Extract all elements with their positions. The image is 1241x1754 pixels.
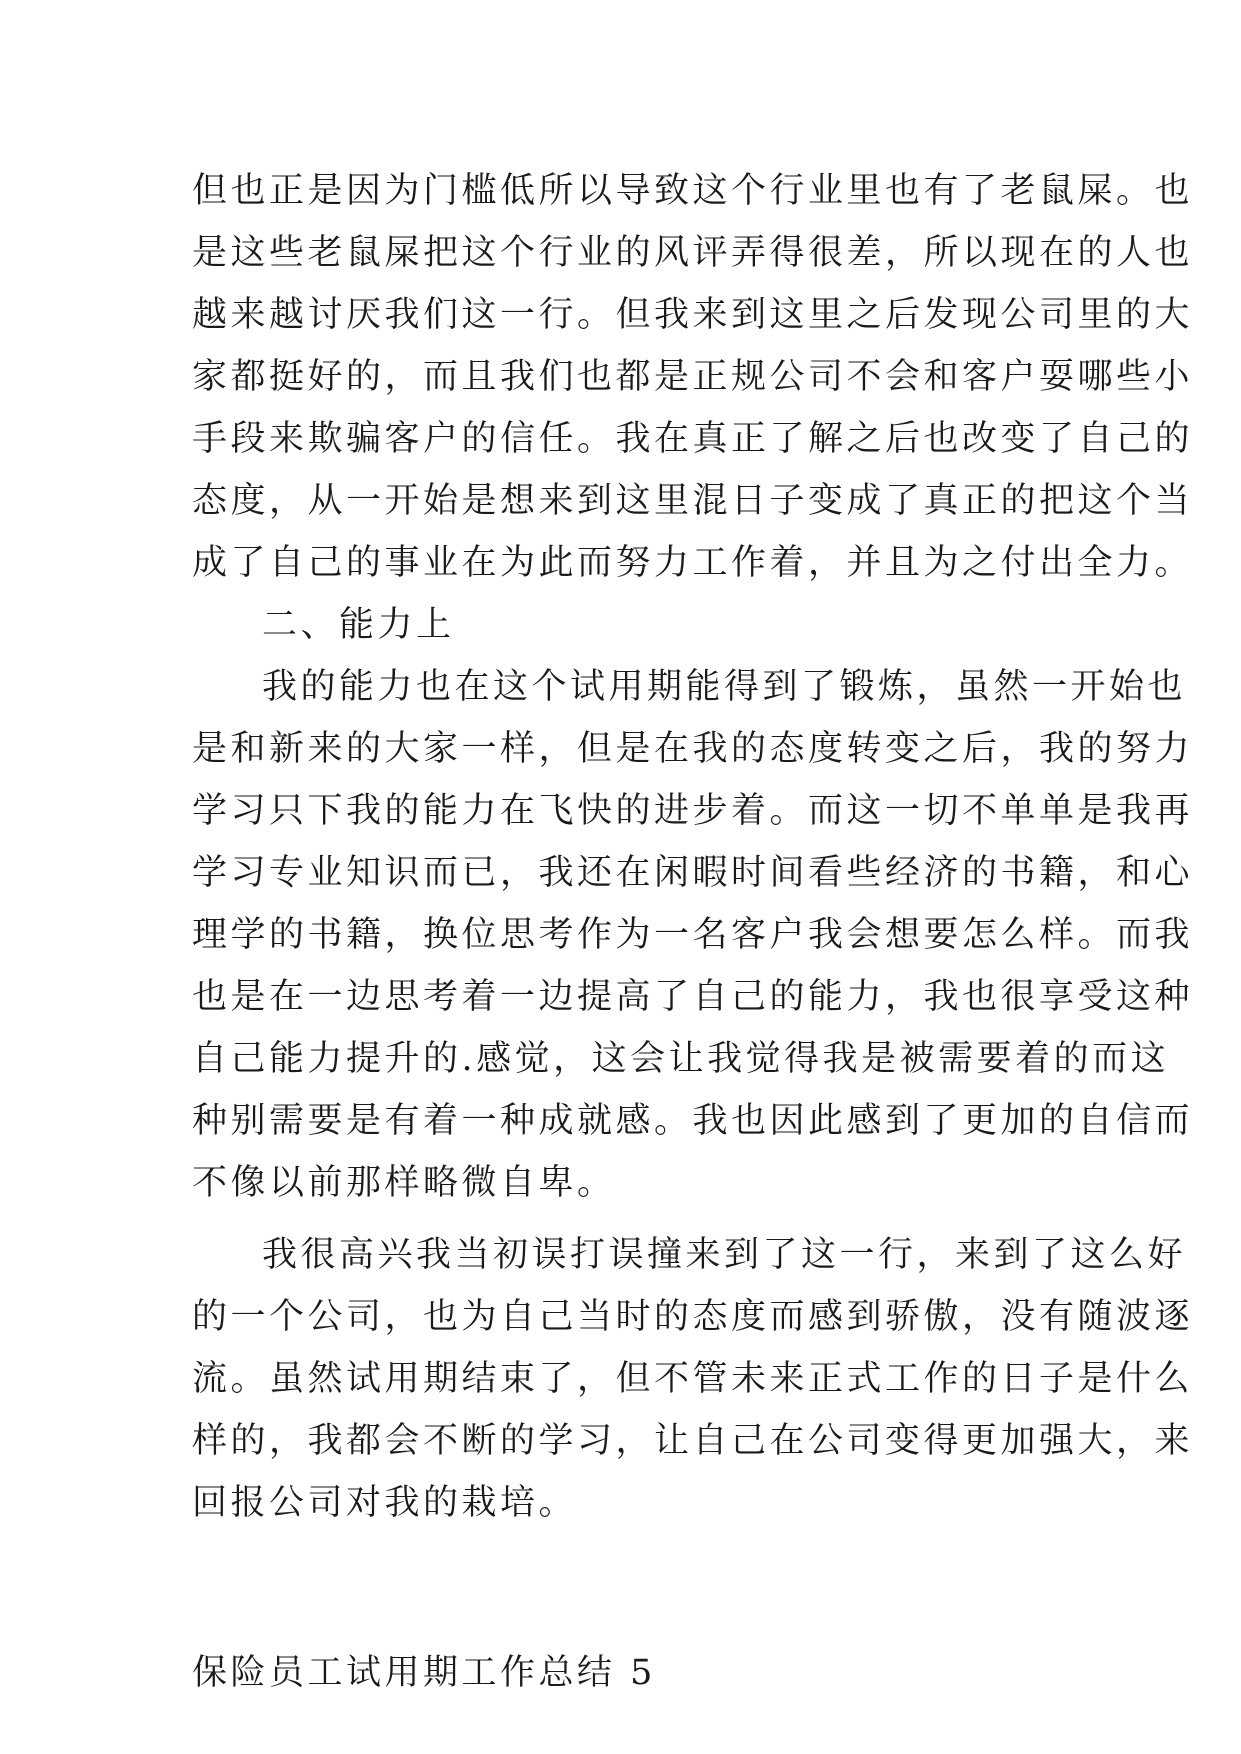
text-line: 成了自己的事业在为此而努力工作着，并且为之付出全力。 [192,543,1194,583]
text-line: 回报公司对我的栽培。 [192,1483,578,1523]
text-line: 流。虽然试用期结束了，但不管未来正式工作的日子是什么 [192,1359,1194,1399]
text-line: 是和新来的大家一样，但是在我的态度转变之后，我的努力 [192,729,1194,769]
paragraph-3 [192,1224,1194,1534]
text-line: 家都挺好的，而且我们也都是正规公司不会和客户耍哪些小 [192,357,1194,397]
paragraph-2 [192,656,1194,1214]
text-line: 但也正是因为门槛低所以导致这个行业里也有了老鼠屎。也 [192,171,1194,211]
next-section-title: 保险员工试用期工作总结 5 [192,1653,656,1693]
text-line: 自己能力提升的.感觉，这会让我觉得我是被需要着的而这 [192,1039,1170,1079]
text-line: 不像以前那样略微自卑。 [192,1163,616,1203]
paragraph-1 [192,160,1194,594]
text-line: 种别需要是有着一种成就感。我也因此感到了更加的自信而 [192,1101,1194,1141]
document-page [192,160,1194,1704]
text-line: 手段来欺骗客户的信任。我在真正了解之后也改变了自己的 [192,419,1194,459]
text-line: 态度，从一开始是想来到这里混日子变成了真正的把这个当 [192,481,1194,521]
text-line: 的一个公司，也为自己当时的态度而感到骄傲，没有随波逐 [192,1297,1194,1337]
text-line: 理学的书籍，换位思考作为一名客户我会想要怎么样。而我 [192,915,1194,955]
section-heading: 二、能力上 [262,605,455,645]
text-line: 学习只下我的能力在飞快的进步着。而这一切不单单是我再 [192,791,1194,831]
text-line: 我的能力也在这个试用期能得到了锻炼，虽然一开始也 [262,667,1187,707]
text-line: 学习专业知识而已，我还在闲暇时间看些经济的书籍，和心 [192,853,1194,893]
text-line: 也是在一边思考着一边提高了自己的能力，我也很享受这种 [192,977,1194,1017]
text-line: 是这些老鼠屎把这个行业的风评弄得很差，所以现在的人也 [192,233,1194,273]
text-line: 样的，我都会不断的学习，让自己在公司变得更加强大，来 [192,1421,1194,1461]
text-line: 我很高兴我当初误打误撞来到了这一行，来到了这么好 [262,1235,1187,1275]
text-line: 越来越讨厌我们这一行。但我来到这里之后发现公司里的大 [192,295,1194,335]
